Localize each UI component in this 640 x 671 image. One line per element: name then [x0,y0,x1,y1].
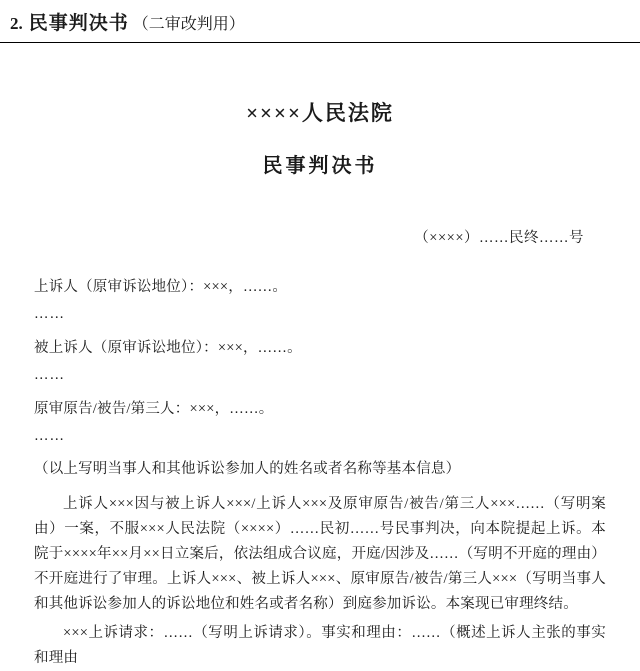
case-number: （××××）……民终……号 [414,230,584,246]
party-line-ellipsis-3: …… [34,428,65,444]
case-background-paragraph: 上诉人×××因与被上诉人×××/上诉人×××及原审原告/被告/第三人×××……（写明案由）一案，不服×××人民法院（××××）……民初……号民事判决，向本院提起上诉。本院于××××年××月××日立案后，依法组成合议庭，开庭/因涉及……（写明不开庭的理由）不开庭进行了审理。上诉人×××、被上诉人×××、原审原告/被告/第三人×××（写明当事人和其他诉讼参加人的诉讼地位和姓名或者名称）到庭参加诉讼。本案现已审理终结。 [34,496,606,612]
header-item-number: 2. [10,14,23,33]
document-title: 民事判决书 [262,155,378,177]
appeal-request-paragraph: ×××上诉请求：……（写明上诉请求）。事实和理由：……（概述上诉人主张的事实和理由 [34,625,606,666]
party-line-original-party: 原审原告/被告/第三人：×××，……。 [34,401,274,417]
header-title: 民事判决书 [28,13,129,34]
court-name: ××××人民法院 [246,101,394,125]
header-divider [0,42,640,43]
party-line-ellipsis-2: …… [34,367,65,383]
page-header [0,0,640,35]
party-line-appellant: 上诉人（原审诉讼地位）：×××，……。 [34,279,288,295]
party-note: （以上写明当事人和其他诉讼参加人的姓名或者名称等基本信息） [34,461,461,477]
header-subtitle: （二审改判用） [132,16,245,33]
party-line-appellee: 被上诉人（原审诉讼地位）：×××，……。 [34,340,302,356]
document-body [0,97,640,671]
party-line-ellipsis-1: …… [34,306,65,322]
